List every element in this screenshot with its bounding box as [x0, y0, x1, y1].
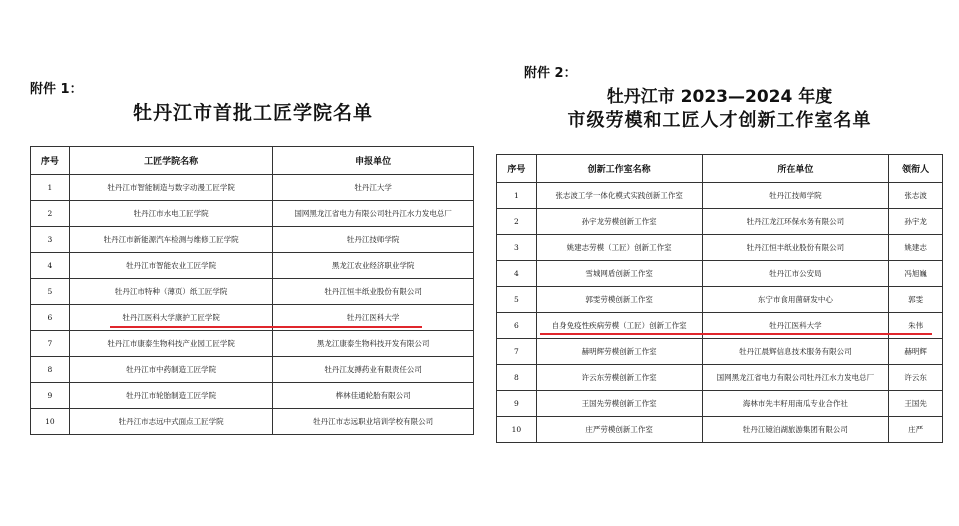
cell-seq: 5: [31, 279, 70, 305]
table-row: [31, 175, 474, 201]
cell-academy-name: 牡丹江市志远中式面点工匠学院: [69, 409, 272, 435]
cell-academy-name: 牡丹江市轮胎制造工匠学院: [69, 383, 272, 409]
cell-seq: 10: [497, 417, 537, 443]
table-row: [497, 391, 943, 417]
cell-seq: 8: [497, 365, 537, 391]
cell-academy-name: 牡丹江市智能制造与数字动漫工匠学院: [69, 175, 272, 201]
table-row: [31, 383, 474, 409]
header-academy-name: 工匠学院名称: [69, 147, 272, 175]
cell-unit: 海林市先丰籽用南瓜专业合作社: [702, 391, 889, 417]
cell-academy-name: 牡丹江市新能源汽车检测与维修工匠学院: [69, 227, 272, 253]
table-row: [497, 365, 943, 391]
cell-academy-name: 牡丹江医科大学康护工匠学院: [69, 305, 272, 331]
table-row: [31, 331, 474, 357]
cell-leader: 庄严: [889, 417, 943, 443]
cell-unit: 牡丹江医科大学: [702, 313, 889, 339]
cell-applicant: 牡丹江大学: [273, 175, 474, 201]
header-seq: 序号: [31, 147, 70, 175]
header-applicant: 申报单位: [273, 147, 474, 175]
cell-leader: 郭雯: [889, 287, 943, 313]
cell-applicant: 黑龙江农业经济职业学院: [273, 253, 474, 279]
table-row: [497, 339, 943, 365]
cell-applicant: 牡丹江技师学院: [273, 227, 474, 253]
table-row: [497, 287, 943, 313]
document-title-line2: 市级劳模和工匠人才创新工作室名单: [567, 110, 872, 131]
cell-seq: 9: [31, 383, 70, 409]
table-row: [31, 253, 474, 279]
cell-seq: 5: [497, 287, 537, 313]
table-header-row: [497, 155, 943, 183]
cell-applicant: 牡丹江市志远职业培训学校有限公司: [273, 409, 474, 435]
table-row: [497, 417, 943, 443]
highlight-underline: [540, 333, 932, 335]
cell-seq: 1: [31, 175, 70, 201]
header-unit: 所在单位: [702, 155, 889, 183]
table-row: [497, 183, 943, 209]
cell-unit: 牡丹江市公安局: [702, 261, 889, 287]
cell-leader: 许云东: [889, 365, 943, 391]
cell-unit: 牡丹江恒丰纸业股份有限公司: [702, 235, 889, 261]
cell-unit: 牡丹江晨辉信息技术服务有限公司: [702, 339, 889, 365]
cell-seq: 3: [497, 235, 537, 261]
cell-unit: 牡丹江镜泊湖旅游集团有限公司: [702, 417, 889, 443]
cell-seq: 9: [497, 391, 537, 417]
cell-unit: 国网黑龙江省电力有限公司牡丹江水力发电总厂: [702, 365, 889, 391]
cell-seq: 7: [31, 331, 70, 357]
attachment-label: 附件 2：: [524, 66, 577, 81]
cell-academy-name: 牡丹江市中药制造工匠学院: [69, 357, 272, 383]
cell-seq: 7: [497, 339, 537, 365]
cell-academy-name: 牡丹江市智能农业工匠学院: [69, 253, 272, 279]
cell-academy-name: 牡丹江市康泰生物科技产业园工匠学院: [69, 331, 272, 357]
document-title: 牡丹江市首批工匠学院名单: [132, 102, 373, 124]
cell-seq: 2: [497, 209, 537, 235]
cell-applicant: 牡丹江医科大学: [273, 305, 474, 331]
header-studio-name: 创新工作室名称: [536, 155, 702, 183]
table-row: [31, 357, 474, 383]
document-title-line1: 牡丹江市 2023—2024 年度: [606, 87, 833, 107]
header-seq: 序号: [497, 155, 537, 183]
cell-leader: 姚建志: [889, 235, 943, 261]
cell-studio-name: 姚建志劳模（工匠）创新工作室: [536, 235, 702, 261]
cell-leader: 赫明辉: [889, 339, 943, 365]
table-row: [31, 201, 474, 227]
header-leader: 领衔人: [889, 155, 943, 183]
cell-applicant: 牡丹江友搏药业有限责任公司: [273, 357, 474, 383]
table-row: [31, 409, 474, 435]
cell-seq: 2: [31, 201, 70, 227]
cell-studio-name: 自身免疫性疾病劳模（工匠）创新工作室: [536, 313, 702, 339]
cell-unit: 牡丹江龙江环保水务有限公司: [702, 209, 889, 235]
cell-applicant: 桦林佳通轮胎有限公司: [273, 383, 474, 409]
cell-leader: 王国先: [889, 391, 943, 417]
cell-studio-name: 庄严劳模创新工作室: [536, 417, 702, 443]
cell-applicant: 国网黑龙江省电力有限公司牡丹江水力发电总厂: [273, 201, 474, 227]
table-row: [497, 261, 943, 287]
highlight-underline: [110, 326, 422, 328]
table-row: [31, 279, 474, 305]
innovation-studio-table: [496, 154, 943, 443]
table-row: [497, 235, 943, 261]
cell-seq: 10: [31, 409, 70, 435]
cell-seq: 6: [31, 305, 70, 331]
cell-studio-name: 赫明辉劳模创新工作室: [536, 339, 702, 365]
table-row: [31, 227, 474, 253]
cell-academy-name: 牡丹江市水电工匠学院: [69, 201, 272, 227]
craftsman-academy-table: [30, 146, 474, 435]
cell-studio-name: 王国先劳模创新工作室: [536, 391, 702, 417]
cell-seq: 8: [31, 357, 70, 383]
cell-leader: 冯旭巍: [889, 261, 943, 287]
cell-studio-name: 雪城网盾创新工作室: [536, 261, 702, 287]
cell-studio-name: 孙宇龙劳模创新工作室: [536, 209, 702, 235]
cell-leader: 张志波: [889, 183, 943, 209]
cell-studio-name: 郭雯劳模创新工作室: [536, 287, 702, 313]
cell-studio-name: 张志波工学一体化模式实践创新工作室: [536, 183, 702, 209]
table-row: [497, 209, 943, 235]
cell-leader: 孙宇龙: [889, 209, 943, 235]
attachment-label: 附件 1：: [30, 82, 83, 97]
cell-studio-name: 许云东劳模创新工作室: [536, 365, 702, 391]
cell-seq: 4: [31, 253, 70, 279]
cell-unit: 东宁市食用菌研发中心: [702, 287, 889, 313]
cell-leader: 朱伟: [889, 313, 943, 339]
table-header-row: [31, 147, 474, 175]
cell-applicant: 黑龙江康泰生物科技开发有限公司: [273, 331, 474, 357]
cell-seq: 4: [497, 261, 537, 287]
cell-applicant: 牡丹江恒丰纸业股份有限公司: [273, 279, 474, 305]
cell-seq: 6: [497, 313, 537, 339]
cell-academy-name: 牡丹江市特种（薄页）纸工匠学院: [69, 279, 272, 305]
cell-seq: 3: [31, 227, 70, 253]
cell-unit: 牡丹江技师学院: [702, 183, 889, 209]
cell-seq: 1: [497, 183, 537, 209]
